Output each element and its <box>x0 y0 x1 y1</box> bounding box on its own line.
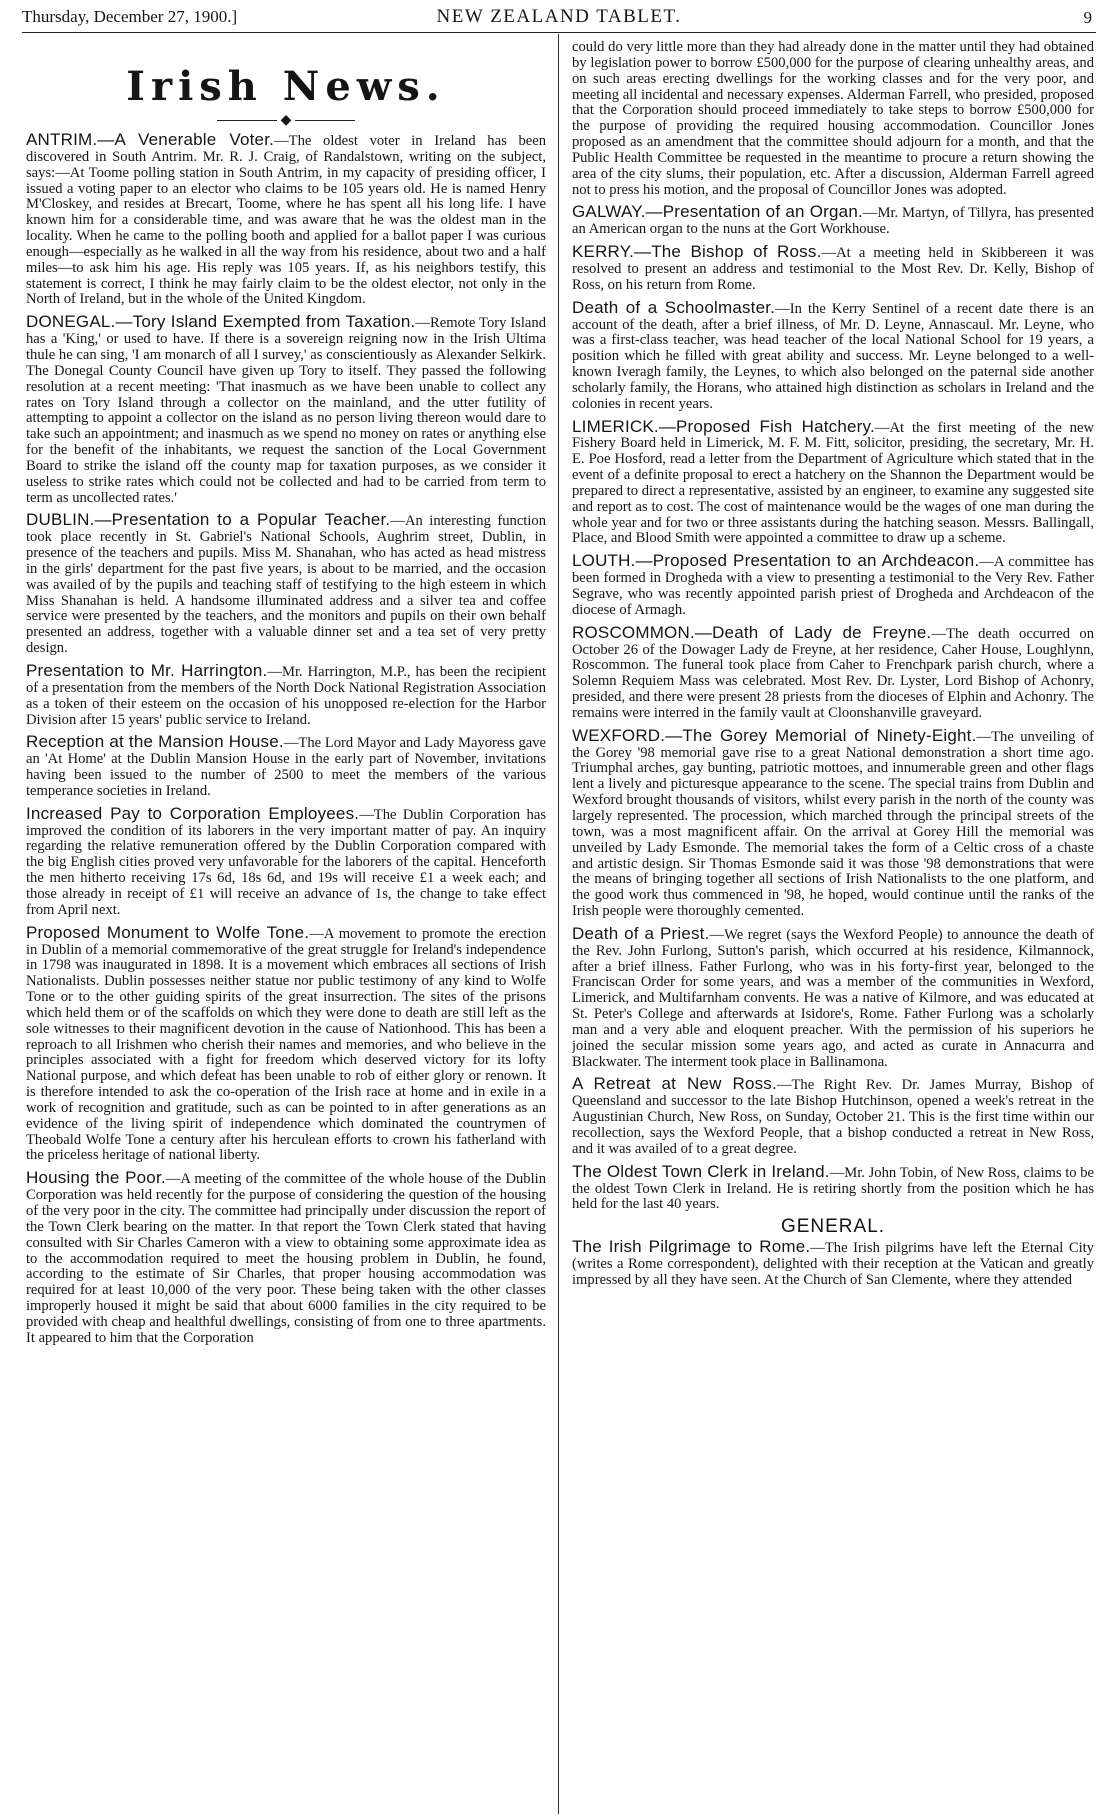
article-paragraph <box>26 512 546 657</box>
masthead <box>22 4 1096 33</box>
article-paragraph <box>26 1170 546 1346</box>
article-body: —An interesting function took place recently in St. Gabriel's National Schools, Aughrim street, Dublin, in presence of the teachers and pupils. Miss M. Shanahan, who has acted as head mistress in the girls' department for the past five years, is about to be married, and the occasion was availed of by the pupils and teaching staff of testifying to the high esteem in which Miss Shanahan is held. A handsome illuminated address and a silver tea and coffee service were presented by the teachers, and the monitors and pupils on their own behalf presented an address, together with a valuable dinner set and a tea set of very pretty design. <box>26 513 546 657</box>
article-paragraph <box>572 725 1094 920</box>
article-paragraph <box>26 663 546 728</box>
article-headline: DUBLIN.—Presentation to a Popular Teacher. <box>26 510 391 530</box>
article-paragraph <box>572 1239 1094 1289</box>
article-paragraph <box>572 244 1094 294</box>
ornament-line-right <box>295 120 355 121</box>
article-body: —Mr. John Tobin, of New Ross, claims to be the oldest Town Clerk in Ireland. He is retiring shortly from the position which he has held for the last 40 years. <box>572 1164 1094 1213</box>
right-articles <box>572 40 1094 1213</box>
article-paragraph <box>26 314 546 506</box>
article-headline: The Irish Pilgrimage to Rome. <box>572 1237 811 1257</box>
article-body: —The Right Rev. Dr. James Murray, Bishop of Queensland and successor to the late Bishop Hutchinson, opened a week's retreat in the Augustinian Church, New Ross, on Sunday, October 21. This is the first time within our recollection, says the Wexford People, that a bishop conducted a retreat in New Ross, and it was availed of to a great degree. <box>572 1077 1094 1157</box>
article <box>572 297 1094 413</box>
section-title: Irish News. <box>126 63 446 110</box>
article-paragraph <box>572 416 1094 548</box>
article <box>26 132 546 308</box>
article-headline: ROSCOMMON.—Death of Lady de Freyne. <box>572 622 932 642</box>
article-headline: LOUTH.—Proposed Presentation to an Archdeacon. <box>572 551 980 571</box>
article-paragraph <box>572 297 1094 413</box>
article-body: —A movement to promote the erection in Dublin of a memorial commemorative of the great struggle for Ireland's independence in 1798 was inaugurated in 1898. It is a movement which embraces all sections of Irish Nationalists. Dublin possesses neither statue nor public testimony of any kind to Wolfe Tone or to the other guiding spirits of the great insurrection. The sites of the prisons which held them or of the scaffolds on which they were done to death are still left as the sole witnesses to their magnificent devotion in the cause of Nationhood. This has been a reproach to all Irishmen who cherish their names and memories, and who believe in the principles associated with a fight for freedom which deserved victory for its lofty National purpose, and which defeat has been unable to rob of either glory or renown. It is therefore intended to ask the co-operation of the Irish race at home and in exile in a work of recognition and gratitude, such as can be pointed to in after generations as an evidence of the living spirit of independence which dominated the countrymen of Theobald Wolfe Tone a century after his herculean efforts to crown his fatherland with the priceless heritage of national liberty. <box>26 925 546 1164</box>
article-headline: Reception at the Mansion House. <box>26 732 284 752</box>
article <box>572 204 1094 238</box>
article <box>572 416 1094 548</box>
article-body: —Mr. Harrington, M.P., has been the recipient of a presentation from the members of the North Dock National Registration Association as a token of their esteem on the occasion of his unopposed re-election for the Harbor Division after 15 years' public service to Ireland. <box>26 664 546 728</box>
article-body: —At a meeting held in Skibbereen it was resolved to present an address and testimonial to the Most Rev. Dr. Kelly, Bishop of Ross, on his return from Rome. <box>572 245 1094 293</box>
article-paragraph <box>572 204 1094 238</box>
article <box>26 803 546 919</box>
article <box>572 725 1094 920</box>
article-body: —The unveiling of the Gorey '98 memorial gave rise to a great National demonstration a short time ago. Triumphal arches, gay bunting, patriotic mottoes, and innumerable green and other flags lent a lively and picturesque appearance to the scene. The special trains from Dublin and Wexford brought thousands of visitors, whilst every parish in the north of the county was largely represented. The procession, which marched through the principal streets of the town, was a most magnificent affair. On the arrival at Gorey Hill the memorial was unveiled by Lady Esmonde. The memorial takes the form of a Celtic cross of a chaste and artistic design. Sir Thomas Esmonde said it was those '98 demonstrations that were the means of bringing together all sections of Irish Nationalists to the one platform, and the good work thus commenced in '98, he hoped, would continue until the ranks of the Irish people were thoroughly cemented. <box>572 728 1094 920</box>
article-body: —The oldest voter in Ireland has been discovered in South Antrim. Mr. R. J. Craig, of Randalstown, writing on the subject, says:—At Toome polling station in South Antrim, in my capacity of presiding officer, I issued a voting paper to an elector who claims to be 105 years old. He is named Henry M'Closkey, and resides at Brecart, Toome, where he has spent all his long life. I have known him for a considerable time, and was aware that he was the oldest man in the locality. When he came to the polling booth and applied for a ballot paper I was curious enough—especially as he walked in all the way from his residence, about two and a half miles—to ask him his age. His reply was 105 years. If, as his neighbors testify, this statement is correct, I think he may fairly claim to be the oldest elector, not only in the North of Ireland, but in the whole of the United Kingdom. <box>26 133 546 308</box>
article <box>572 40 1094 198</box>
ornament-line-left <box>217 120 277 121</box>
article-headline: Presentation to Mr. Harrington. <box>26 661 268 680</box>
article-headline: GALWAY.—Presentation of an Organ. <box>572 202 863 222</box>
article-paragraph <box>572 1076 1094 1157</box>
article <box>572 1239 1094 1289</box>
title-ornament <box>26 114 546 128</box>
article-body: —In the Kerry Sentinel of a recent date there is an account of the death, after a brief illness, of Mr. D. Leyne, Annascaul. Mr. Leyne, who was a first-class teacher, was head teacher of the local National School for 19 years, a position which he filled with great ability and success. Mr. Leyne belonged to a well-known Iveragh family, the Leynes, to which also belonged on the paternal side another scholarly family, the Horans, who attained high distinction as scholars in Ireland and the colonies in recent years. <box>572 300 1094 412</box>
article <box>26 663 546 728</box>
article-body: —The Dublin Corporation has improved the condition of its laborers in the very important matter of pay. An inquiry regarding the relative remuneration offered by the Dublin Corporation compared with the big English cities proved very unfavorable for the laborers of the capital. Henceforth the men hitherto receiving 17s 6d, 18s 6d, and 19s will receive £1 a week each; and those already in receipt of £1 will receive an advance of 1s, the change to take effect from April next. <box>26 806 546 918</box>
article-body: —We regret (says the Wexford People) to announce the death of the Rev. John Furlong, Sutton's parish, which occurred at his residence, Kilmannock, after a brief illness. Father Furlong, who was in his forty-first year, belonged to the Franciscan Order for some years, and was a member of the communities in Wexford, Limerick, and Multifarnham convents. He was a native of Kilmore, and was educated at St. Peter's College and afterwards at Isidore's, Rome. Father Furlong was a scholarly man and a very able and eloquent preacher. With the permission of his superiors he joined the secular mission some years ago, and acted as curate in Annacurra and Blackwater. The interment took place in Ballinamona. <box>572 926 1094 1070</box>
article <box>572 923 1094 1071</box>
article <box>572 622 1094 722</box>
masthead-date: Thursday, December 27, 1900.] <box>22 7 238 26</box>
article-body: —The Irish pilgrims have left the Eternal City (writes a Rome correspondent), delighted with their reception at the Vatican and greatly impressed by all they have seen. At the Church of San Clemente, where they attended <box>572 1240 1094 1288</box>
article-headline: Death of a Schoolmaster. <box>572 297 776 317</box>
article-paragraph <box>572 622 1094 722</box>
article <box>572 553 1094 618</box>
article-body: —Mr. Martyn, of Tillyra, has presented an American organ to the nuns at the Gort Workhouse. <box>572 205 1094 238</box>
article-headline: Proposed Monument to Wolfe Tone. <box>26 922 310 942</box>
article-headline: KERRY.—The Bishop of Ross. <box>572 242 822 262</box>
article <box>572 244 1094 294</box>
article-paragraph <box>26 803 546 919</box>
column-divider <box>558 34 559 1814</box>
article-headline: Housing the Poor. <box>26 1168 166 1188</box>
article-headline: The Oldest Town Clerk in Ireland. <box>572 1161 830 1181</box>
article-body: —The Lord Mayor and Lady Mayoress gave an 'At Home' at the Dublin Mansion House in the early part of November, invitations having been issued to the number of 2500 to meet the members of the various temperance societies in Ireland. <box>26 735 546 799</box>
article <box>26 314 546 506</box>
article-paragraph <box>572 40 1094 198</box>
left-column <box>26 40 546 1818</box>
article <box>572 1161 1094 1214</box>
right-column <box>572 40 1094 1818</box>
left-articles <box>26 132 546 1347</box>
masthead-title: NEW ZEALAND TABLET. <box>436 6 682 27</box>
article-paragraph <box>26 132 546 308</box>
article-headline: ANTRIM.—A Venerable Voter. <box>26 130 275 149</box>
article-headline: Increased Pay to Corporation Employees. <box>26 803 360 823</box>
diamond-icon: ◆ <box>280 113 292 128</box>
article <box>26 734 546 799</box>
article-paragraph <box>572 923 1094 1071</box>
general-articles <box>572 1239 1094 1289</box>
article-body: —Remote Tory Island has a 'King,' or used to have. If there is a sovereign reigning now in the Irish Ultima thule he can sing, 'I am monarch of all I survey,' as conscientiously as Alexander Selkirk. The Donegal County Council have given up Tory to itself. They passed the following resolution at a recent meeting: 'That inasmuch as we have been unable to collect any rates on Tory Island through a collector on the mainland, and the utter futility of attempting to appoint a collector on the island as no person living thereon would dare to take such an appointment; and inasmuch as we spend no money on rates or anything else for the benefit of the inhabitants, we request the sanction of the Local Government Board to strike the island off the county map for taxation purposes, as we consider it useless to strike rates which could not be collected and had to be carried from term to term as uncollected rates.' <box>26 315 546 506</box>
article-headline: DONEGAL.—Tory Island Exempted from Taxation. <box>26 312 416 332</box>
article <box>26 512 546 657</box>
article-body: —A meeting of the committee of the whole house of the Dublin Corporation was held recently for the purpose of considering the question of the housing of the very poor in the city. The committee had principally under discussion the report of the Town Clerk bearing on the matter. In that report the Town Clerk stated that having consulted with Sir Charles Cameron with a view to obtaining some approximate idea as to the accommodation required to meet the housing problem in Dublin, he found, according to the estimate of Sir Charles, that proper housing accommodation was required for at least 10,000 of the very poor. These being taken with the other classes improperly housed it might be said that about 6000 families in the city required to be provided with cheap and healthful dwellings, consisting of from one to three apartments. It appeared to him that the Corporation <box>26 1171 546 1346</box>
article-body: —At the first meeting of the new Fishery Board held in Limerick, M. F. M. Fitt, solicitor, presiding, the secretary, Mr. H. E. Poe Hosford, read a letter from the Department of Agriculture which stated that in the event of a definite proposal to erect a hatchery on the Shannon the Department would be prepared to direct a representative, assisted by an engineer, to examine any suggested site and report as to cost. The cost of maintenance would be the wages of one man during the whole year and for two or three assistants during the hatching season. Messrs. Ballingall, Place, and Blood Smith were appointed a committee to draw up a scheme. <box>572 419 1094 547</box>
article <box>26 1170 546 1346</box>
article-headline: WEXFORD.—The Gorey Memorial of Ninety-Eight. <box>572 725 977 745</box>
article-paragraph <box>26 734 546 799</box>
article-body: could do very little more than they had already done in the matter until they had obtained by legislation power to borrow £500,000 for the purpose of clearing unhealthy areas, and on such areas erecting dwellings for the working classes and for the very poor, and meeting all incidental and necessary expenses. Alderman Farrell, who presided, proposed that the Corporation should proceed immediately to take steps to borrow £500,000 for the purpose of providing the required housing accommodation. Councillor Jones proposed as an amendment that the committee should adjourn for a month, and that the Public Health Committee be requested in the meantime to procure a return showing the area of the city slums, their population, etc. After a discussion, Alderman Farrell agreed not to press his motion, and the proposal of Councillor Jones was adopted. <box>572 40 1094 198</box>
article <box>26 922 546 1165</box>
page-number: 9 <box>1083 8 1092 27</box>
article-paragraph <box>572 553 1094 618</box>
article-body: —The death occurred on October 26 of the Dowager Lady de Freyne, at her residence, Caher House, Loughlynn, Roscommon. The funeral took place from Caher to Frenchpark parish church, where a Solemn Requiem Mass was celebrated. Most Rev. Dr. Lyster, Lord Bishop of Achonry, presided, and there were present 28 priests from the dioceses of Elphin and Achonry. The remains were interred in the family vault at Cloonshanville graveyard. <box>572 625 1094 721</box>
article-paragraph <box>26 922 546 1165</box>
article-paragraph <box>572 1161 1094 1214</box>
article-headline: LIMERICK.—Proposed Fish Hatchery. <box>572 416 875 436</box>
article-body: —A committee has been formed in Drogheda with a view to presenting a testimonial to the Very Rev. Father Segrave, who was recently appointed parish priest of Drogheda and Archdeacon of the diocese of Armagh. <box>572 554 1094 618</box>
article <box>572 1076 1094 1157</box>
article-headline: Death of a Priest. <box>572 923 710 943</box>
general-heading: GENERAL. <box>780 1216 886 1238</box>
article-headline: A Retreat at New Ross. <box>572 1074 777 1094</box>
